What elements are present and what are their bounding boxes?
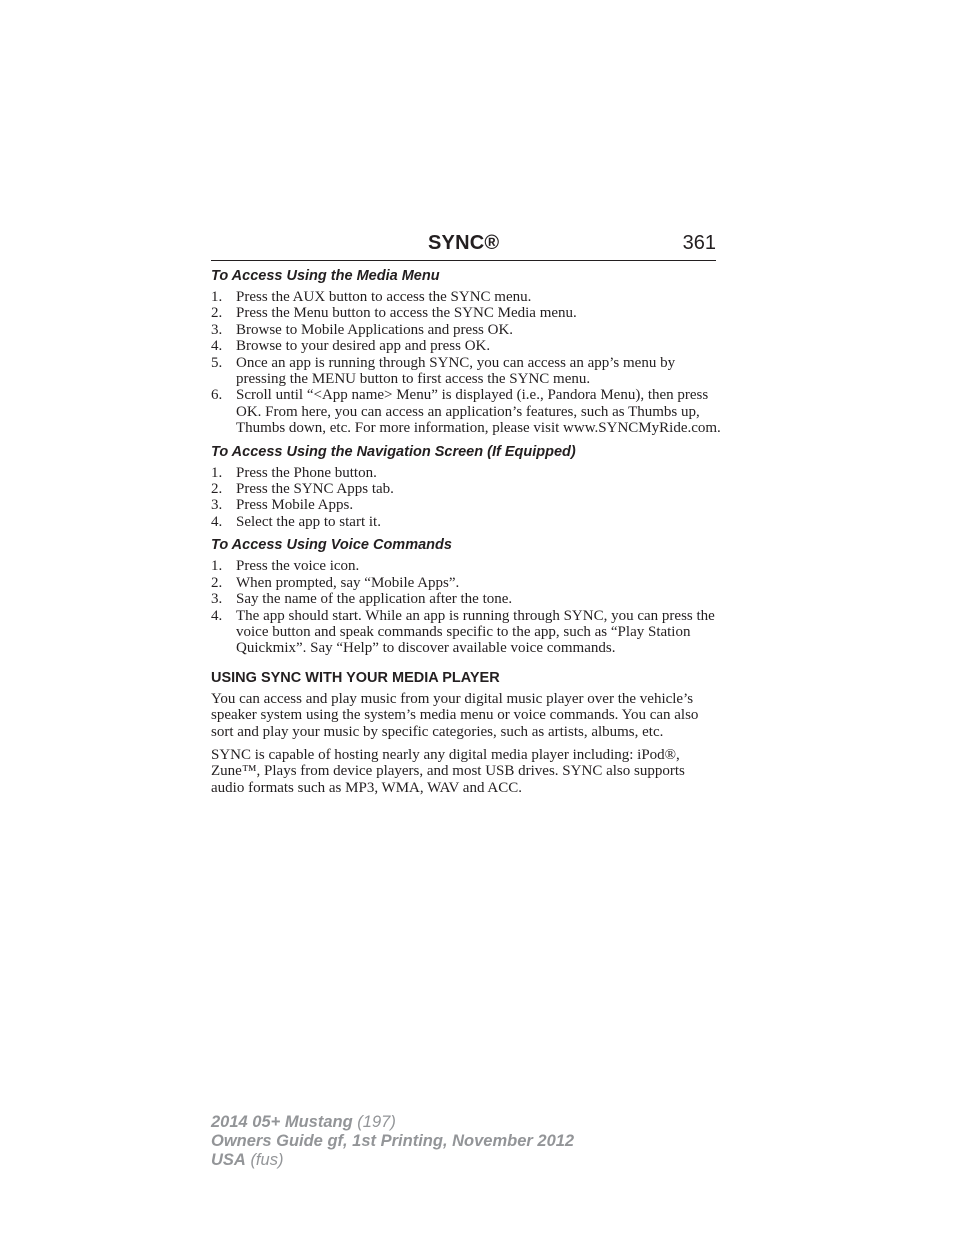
step-text: Press the Phone button.: [236, 464, 377, 481]
step-text: Press the Menu button to access the SYNC Media menu.: [236, 305, 577, 322]
footer-line: [211, 1151, 574, 1170]
step-text: Press the voice icon.: [236, 558, 360, 575]
footer-market-code: (fus): [250, 1151, 284, 1169]
section-heading: To Access Using the Navigation Screen (If Equipped): [211, 443, 576, 460]
footer-code: (197): [357, 1113, 396, 1131]
step-number: 1.: [211, 289, 223, 305]
steps-list: [211, 558, 721, 656]
list-item: [211, 481, 721, 497]
steps-list: [211, 465, 721, 531]
step-text: Press the SYNC Apps tab.: [236, 481, 394, 498]
step-text: Select the app to start it.: [236, 513, 381, 530]
step-text: Say the name of the application after the tone.: [236, 591, 513, 608]
list-item: [211, 305, 721, 321]
page-header: [211, 226, 716, 261]
step-text: Browse to Mobile Applications and press OK.: [236, 321, 514, 338]
list-item: [211, 355, 721, 388]
step-text: Browse to your desired app and press OK.: [236, 338, 491, 355]
list-item: [211, 465, 721, 481]
step-number: 2.: [211, 574, 223, 591]
section-media-player: [211, 669, 721, 796]
list-item: [211, 558, 721, 574]
step-text: Once an app is running through SYNC, you can access an app’s menu by pressing the MENU button to first access the SYNC menu.: [236, 354, 676, 388]
section-voice-commands: [211, 536, 721, 656]
step-number: 6.: [211, 387, 223, 404]
section-navigation-screen: [211, 443, 721, 531]
step-text: Press Mobile Apps.: [236, 497, 354, 514]
body-paragraph: SYNC is capable of hosting nearly any digital media player including: iPod®, Zune™, Plays from device players, and most USB drives. SYNC also supports audio formats such as MP3, WMA, WAV and ACC.: [211, 746, 685, 796]
list-item: [211, 322, 721, 338]
step-number: 3.: [211, 591, 223, 608]
step-number: 2.: [211, 481, 223, 498]
step-number: 4.: [211, 513, 223, 530]
page-number: 361: [682, 232, 716, 254]
footer-market: USA: [211, 1151, 246, 1169]
list-item: [211, 608, 721, 657]
page-section-title: SYNC®: [428, 232, 500, 254]
section-media-menu: [211, 267, 721, 437]
step-number: 4.: [211, 338, 223, 355]
list-item: [211, 514, 721, 530]
section-heading: To Access Using Voice Commands: [211, 537, 452, 554]
steps-list: [211, 289, 721, 437]
footer-printing: Owners Guide gf, 1st Printing, November 2012: [211, 1132, 575, 1150]
step-number: 3.: [211, 497, 223, 514]
section-heading: USING SYNC WITH YOUR MEDIA PLAYER: [211, 669, 500, 686]
footer-line: [211, 1132, 574, 1151]
step-text: When prompted, say “Mobile Apps”.: [236, 574, 460, 591]
step-text: Press the AUX button to access the SYNC menu.: [236, 289, 532, 305]
step-number: 2.: [211, 305, 223, 322]
footer-vehicle: 2014 05+ Mustang: [211, 1113, 353, 1131]
list-item: [211, 575, 721, 591]
page-footer: [211, 1113, 574, 1170]
section-heading: To Access Using the Media Menu: [211, 268, 440, 284]
body-paragraph: You can access and play music from your digital music player over the vehicle’s speaker system using the system’s media menu or voice commands. You can also sort and play your music by specific categories, such as artists, albums, etc.: [211, 690, 699, 740]
step-number: 4.: [211, 607, 223, 624]
step-number: 5.: [211, 354, 223, 371]
list-item: [211, 289, 721, 305]
step-number: 1.: [211, 558, 223, 575]
step-text: The app should start. While an app is running through SYNC, you can press the voice button and speak commands specific to the app, such as “Play Station Quickmix”. Say “Help” to discover available voice commands.: [236, 607, 715, 657]
footer-line: [211, 1113, 574, 1132]
step-number: 1.: [211, 464, 223, 481]
list-item: [211, 387, 721, 436]
step-text: Scroll until “<App name> Menu” is displayed (i.e., Pandora Menu), then press OK. From here, you can access an application’s features, such as Thumbs up, Thumbs down, etc. For more information, please visit www.SYNCMyRide.com.: [236, 387, 721, 437]
list-item: [211, 591, 721, 607]
step-number: 3.: [211, 321, 223, 338]
list-item: [211, 497, 721, 513]
list-item: [211, 338, 721, 354]
page-content: [211, 267, 721, 803]
